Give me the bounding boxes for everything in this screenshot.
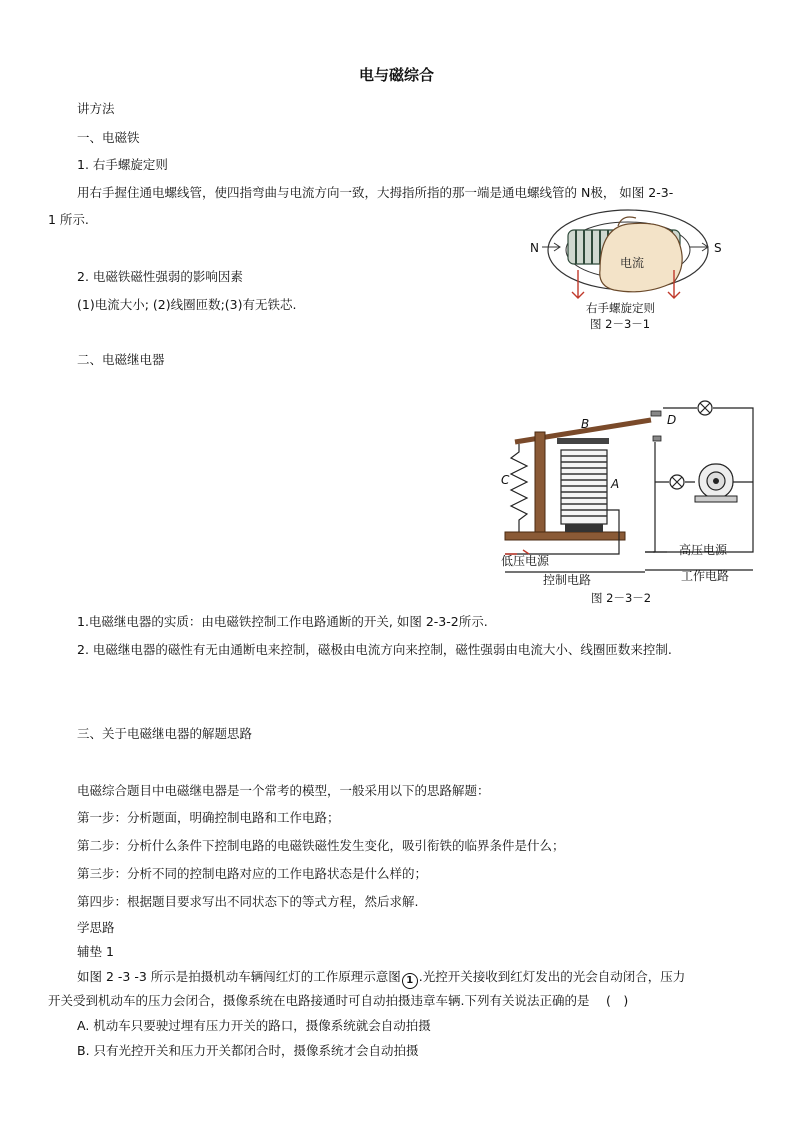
section3-step1: 第一步：分析题面，明确控制电路和工作电路；: [77, 810, 340, 825]
arrow-left-icon: [542, 243, 560, 251]
learn-sub: 辅垫 1: [77, 944, 114, 959]
low-voltage-label: 低压电源: [501, 554, 550, 568]
armature-iron: [557, 438, 609, 444]
question-line2: 开关受到机动车的压力会闭合，摄像系统在电路接通时可自动拍摄违章车辆.下列有关说法正确的是 ( ): [48, 993, 629, 1008]
section2-heading: 二、电磁继电器: [77, 352, 165, 367]
contact-upper: [651, 411, 661, 416]
section1-sub1: 1. 右手螺旋定则: [77, 157, 168, 172]
lamp-mid-icon: [670, 475, 684, 489]
spring: [511, 444, 527, 532]
lamp-top-icon: [698, 401, 712, 415]
fig1-caption1: 右手螺旋定则: [586, 301, 655, 315]
section3-step3: 第三步：分析不同的控制电路对应的工作电路状态是什么样的；: [77, 866, 428, 881]
fig1-north-label: N: [530, 241, 539, 255]
section1-para2: (1)电流大小; (2)线圈匝数;(3)有无铁芯.: [77, 297, 297, 312]
section2-para1: 1.电磁继电器的实质：由电磁铁控制工作电路通断的开关, 如图 2-3-2所示.: [77, 614, 488, 629]
control-circuit-label: 控制电路: [543, 573, 592, 587]
section1-heading: 一、电磁铁: [77, 130, 140, 145]
work-circuit-label: 工作电路: [681, 569, 730, 583]
motor-icon: [695, 464, 737, 502]
method-heading: 讲方法: [77, 101, 115, 116]
section3-step4: 第四步：根据题目要求写出不同状态下的等式方程，然后求解.: [77, 894, 419, 909]
question-line1-a: 如图 2 -3 -3 所示是拍摄机动车辆闯红灯的工作原理示意图: [77, 969, 401, 984]
section3-intro: 电磁综合题目中电磁继电器是一个常考的模型，一般采用以下的思路解题：: [77, 783, 490, 798]
figure-right-hand-rule: [528, 200, 728, 340]
electromagnet-coil: [561, 450, 607, 532]
support-post: [535, 432, 545, 532]
option-a: A. 机动车只要驶过埋有压力开关的路口，摄像系统就会自动拍摄: [77, 1018, 431, 1033]
section3-heading: 三、关于电磁继电器的解题思路: [77, 726, 253, 741]
contact-lower: [653, 436, 661, 441]
section1-sub2: 2. 电磁铁磁性强弱的影响因素: [77, 269, 243, 284]
section1-para1-line1: 用右手握住通电螺线管，使四指弯曲与电流方向一致，大拇指所指的那一端是通电螺线管的 N极， 如图 2-3-: [77, 185, 674, 200]
work-circuit-wire-left: [645, 442, 655, 552]
high-voltage-label: 高压电源: [679, 543, 728, 557]
question-line1: [77, 969, 685, 989]
figure-relay: [495, 392, 760, 607]
section2-para2: 2. 电磁继电器的磁性有无由通断电来控制，磁极由电流方向来控制，磁性强弱由电流大小、线圈匝数来控制.: [77, 642, 672, 657]
relay-base: [505, 532, 625, 540]
label-c: C: [501, 473, 510, 487]
fig1-caption2: 图 2－3－1: [590, 317, 651, 331]
fig1-current-label: 电流: [620, 256, 645, 270]
label-a: A: [611, 477, 620, 491]
page-title: 电与磁综合: [358, 66, 434, 84]
learn-heading: 学思路: [77, 920, 115, 935]
fig2-caption: 图 2－3－2: [591, 591, 652, 605]
current-arrow-left-icon: [572, 270, 584, 298]
section1-para1-line2: 1 所示.: [48, 212, 89, 227]
arrow-right-icon: [690, 243, 708, 251]
circled-number: 1: [402, 973, 418, 989]
option-b: B. 只有光控开关和压力开关都闭合时，摄像系统才会自动拍摄: [77, 1043, 419, 1058]
label-d: D: [667, 413, 677, 427]
question-line1-b: .光控开关接收到红灯发出的光会自动闭合，压力: [418, 969, 686, 984]
label-b: B: [581, 417, 590, 431]
section3-step2: 第二步：分析什么条件下控制电路的电磁铁磁性发生变化，吸引衔铁的临界条件是什么；: [77, 838, 565, 853]
fig1-south-label: S: [714, 241, 722, 255]
